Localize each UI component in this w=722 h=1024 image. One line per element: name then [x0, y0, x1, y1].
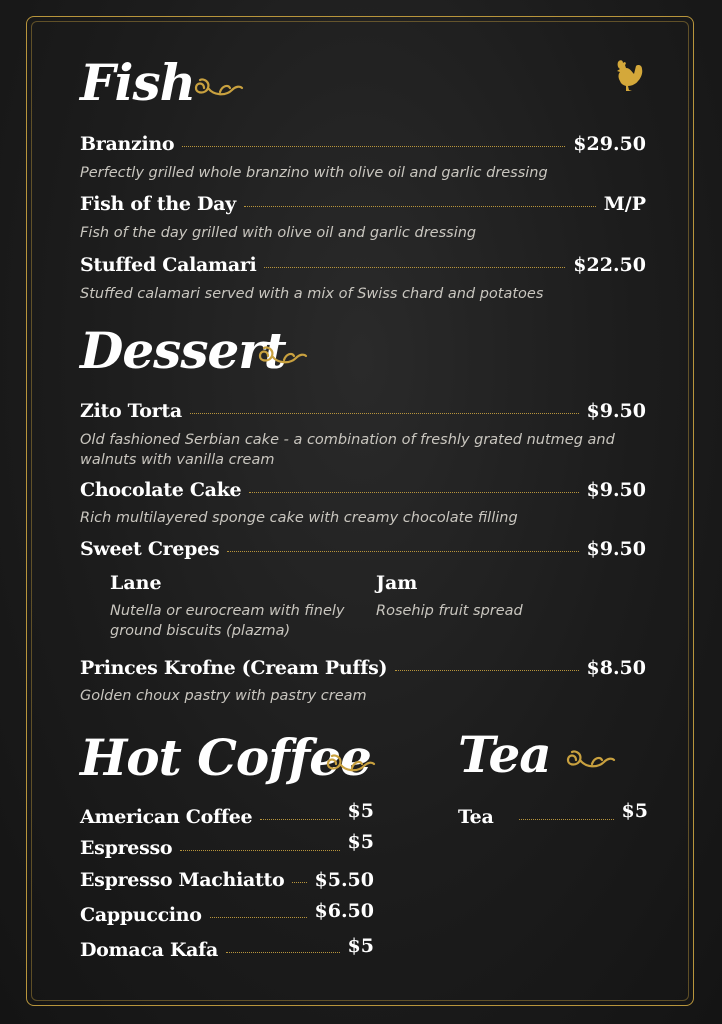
item-price: $9.50: [586, 538, 646, 560]
menu-item-espresso: [80, 831, 374, 859]
crepe-option-name: Jam: [376, 572, 418, 594]
dot-leader: [227, 550, 578, 552]
item-name: Zito Torta: [80, 400, 182, 422]
crepe-option-description: Nutella or eurocream with finely ground biscuits (plazma): [110, 603, 345, 639]
item-price: $5: [347, 800, 374, 822]
dot-leader: [244, 205, 596, 207]
menu-item-espresso-machiatto: [80, 869, 374, 891]
menu-item-zito-torta: [80, 400, 646, 422]
item-description: Stuffed calamari served with a mix of Swiss chard and potatoes: [80, 286, 544, 302]
menu-item-princes-krofne: [80, 657, 646, 679]
item-name: American Coffee: [80, 806, 253, 828]
swirl-ornament-icon: [322, 750, 376, 778]
dot-leader: [519, 818, 613, 820]
item-name: Chocolate Cake: [80, 479, 242, 501]
item-price: $6.50: [314, 900, 374, 922]
tea-heading: Tea: [458, 725, 551, 784]
item-name: Princes Krofne (Cream Puffs): [80, 657, 388, 679]
dot-leader: [226, 951, 339, 953]
item-description: Perfectly grilled whole branzino with olive oil and garlic dressing: [80, 165, 548, 181]
swirl-ornament-icon: [254, 342, 308, 370]
menu-item-cappuccino: [80, 900, 374, 926]
item-name: Sweet Crepes: [80, 538, 220, 560]
item-name: Fish of the Day: [80, 193, 236, 215]
hot-coffee-heading: Hot Coffee: [80, 728, 371, 787]
item-name: Espresso Machiatto: [80, 869, 285, 891]
dot-leader: [292, 881, 306, 883]
item-description: Golden choux pastry with pastry cream: [80, 688, 367, 704]
menu-item-branzino: [80, 133, 646, 155]
menu-item-tea: [458, 800, 648, 828]
item-price: $8.50: [586, 657, 646, 679]
crepe-option-description: Rosehip fruit spread: [376, 603, 523, 619]
menu-item-fish-of-the-day: [80, 193, 646, 215]
dot-leader: [182, 145, 565, 147]
item-name: Branzino: [80, 133, 175, 155]
swirl-ornament-icon: [190, 74, 244, 102]
item-name: Espresso: [80, 837, 173, 859]
swirl-ornament-icon: [562, 746, 616, 774]
dessert-heading: Dessert: [80, 321, 286, 380]
dot-leader: [210, 916, 307, 918]
item-price: $5: [347, 831, 374, 853]
item-name: Tea: [458, 806, 494, 828]
menu-item-sweet-crepes: [80, 538, 646, 560]
item-price: $9.50: [586, 400, 646, 422]
menu-item-domaca-kafa: [80, 935, 374, 961]
item-price: $22.50: [573, 254, 646, 276]
item-price: $5: [621, 800, 648, 822]
item-description: Old fashioned Serbian cake - a combination of freshly grated nutmeg and walnuts with vanilla cream: [80, 432, 615, 468]
item-price: $29.50: [573, 133, 646, 155]
fish-heading: Fish: [80, 53, 195, 112]
dot-leader: [190, 412, 579, 414]
crepe-option-name: Lane: [110, 572, 162, 594]
dot-leader: [264, 266, 565, 268]
item-price: $5: [347, 935, 374, 957]
item-price: $5.50: [314, 869, 374, 891]
item-description: Fish of the day grilled with olive oil and garlic dressing: [80, 225, 477, 241]
item-price: M/P: [603, 193, 646, 215]
menu-item-american-coffee: [80, 800, 374, 828]
dot-leader: [395, 669, 578, 671]
menu-item-stuffed-calamari: [80, 254, 646, 276]
item-price: $9.50: [586, 479, 646, 501]
dot-leader: [249, 491, 578, 493]
item-description: Rich multilayered sponge cake with creamy chocolate filling: [80, 510, 518, 526]
rooster-icon: [608, 56, 648, 96]
item-name: Stuffed Calamari: [80, 254, 257, 276]
item-name: Cappuccino: [80, 904, 202, 926]
dot-leader: [180, 849, 339, 851]
menu-item-chocolate-cake: [80, 479, 646, 501]
dot-leader: [260, 818, 339, 820]
item-name: Domaca Kafa: [80, 939, 219, 961]
